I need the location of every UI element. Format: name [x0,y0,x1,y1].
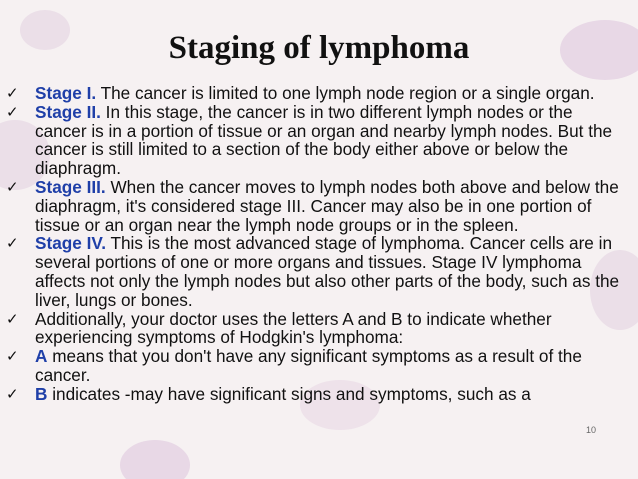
checkmark-icon: ✓ [6,102,19,121]
checkmark-icon: ✓ [6,177,19,196]
bullet-text: Additionally, your doctor uses the letters A and B to indicate whether experiencing symptoms of Hodgkin's lymphoma: [35,308,552,348]
bullet-text: The cancer is limited to one lymph node region or a single organ. [96,83,595,103]
checkmark-icon: ✓ [6,347,19,366]
bullet-item-stage-4 [0,234,630,309]
bullet-text: This is the most advanced stage of lymphoma. Cancer cells are in several portions of one or more organs and tissues. Stage IV lymphoma affects not only the lymph nodes but also other parts of the body, such as the liver, lungs or bones. [35,233,620,310]
bullet-label: Stage IV. [35,233,107,254]
background-cell [120,440,190,479]
checkmark-icon: ✓ [6,234,19,253]
page-number: 10 [586,425,597,435]
checkmark-icon: ✓ [6,309,19,328]
bullet-label: B [35,383,48,404]
checkmark-icon: ✓ [6,384,19,403]
bullet-item-a [0,347,630,385]
bullet-label: Stage III. [35,176,106,197]
bullet-item-stage-1 [0,84,630,103]
slide-title: Staging of lymphoma [168,30,470,66]
bullet-text: means that you don't have any significant symptoms as a result of the cancer. [35,346,582,385]
bullet-label: A [35,346,48,367]
bullet-text: When the cancer moves to lymph nodes both above and below the diaphragm, it's considered stage III. Cancer may also be in one portion of tissue or an organ near the lymph node groups or in the spleen. [35,176,619,235]
bullet-label: Stage II. [35,101,101,122]
bullet-item-additionally [0,310,630,348]
bullet-item-stage-3 [0,178,630,234]
bullet-text: indicates -may have significant signs and symptoms, such as a [47,383,531,404]
bullet-item-stage-2 [0,103,630,178]
bullet-item-b [0,385,630,404]
bullet-list [0,84,630,404]
bullet-text: In this stage, the cancer is in two different lymph nodes or the cancer is in a portion of tissue or an organ and nearby lymph nodes. But the cancer is still limited to a section of the body either above or below the diaphragm. [35,101,613,179]
checkmark-icon: ✓ [6,84,19,102]
bullet-label: Stage I. [35,83,97,103]
